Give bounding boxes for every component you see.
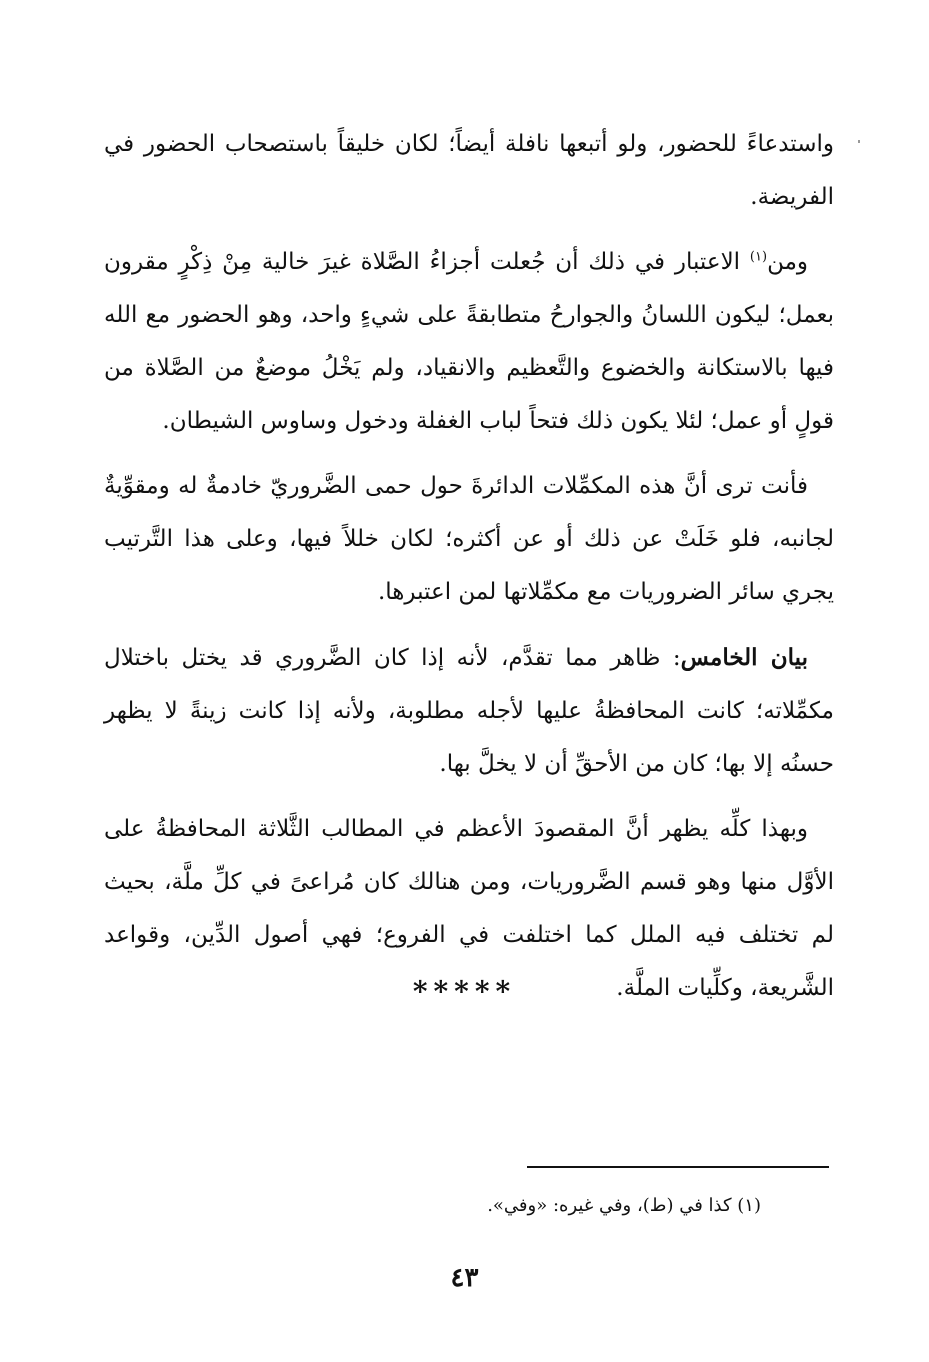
paragraph-3 xyxy=(104,460,834,619)
paragraph-3-text: فأنت ترى أنَّ هذه المكمِّلات الدائرةَ حول حمى الضَّروريّ خادمةٌ له ومقوِّيةٌ لجانبه، فلو خَلَتْ عن ذلك أو عن أكثره؛ لكان خللاً فيها، وعلى هذا التَّرتيب يجري سائر الضروريات مع مكمِّلاتها لمن اعتبرها. xyxy=(104,473,834,605)
paragraph-5-text: وبهذا كلِّه يظهر أنَّ المقصودَ الأعظم في المطالب الثَّلاثة المحافظةُ على الأوَّل منها وهو قسم الضَّروريات، ومن هنالك كان مُراعىً في كلِّ ملَّة، بحيث لم تختلف فيه الملل كما اختلفت في الفروع؛ فهي أصول الدِّين، وقواعد الشَّريعة، وكلِّيات الملَّة. xyxy=(104,816,834,1001)
paragraph-1-text: واستدعاءً للحضور، ولو أتبعها نافلة أيضاً؛ لكان خليقاً باستصحاب الحضور في الفريضة. xyxy=(104,131,834,210)
paragraph-2-text: الاعتبار في ذلك أن جُعلت أجزاءُ الصَّلاة غيرَ خالية مِنْ ذِكْرٍ مقرون بعمل؛ ليكون اللسانُ والجوارحُ متطابقةً على شيءٍ واحد، وهو الحضور مع الله فيها بالاستكانة والخضوع والتَّعظيم والانقياد، ولم يَخْلُ موضعٌ من الصَّلاة من قولٍ أو عمل؛ لئلا يكون ذلك فتحاً لباب الغفلة ودخول وساوس الشيطان. xyxy=(104,249,834,434)
section-separator: ***** xyxy=(412,975,517,1008)
footnote-text: (١) كذا في (ط)، وفي غيره: «وفي». xyxy=(487,1195,761,1216)
footnote-divider xyxy=(527,1166,829,1168)
paragraph-4 xyxy=(104,631,834,791)
paragraph-2-prefix: ومن xyxy=(767,249,808,275)
margin-mark xyxy=(858,140,860,143)
paragraph-2 xyxy=(104,236,834,448)
page-number: ٤٣ xyxy=(450,1263,479,1293)
paragraph-1 xyxy=(104,118,834,224)
section-heading-inline: بيان الخامس xyxy=(680,644,808,671)
paragraph-4-text: : ظاهر مما تقدَّم، لأنه إذا كان الضَّروري قد يختل باختلال مكمِّلاته؛ كانت المحافظةُ عليها لأجله مطلوبة، ولأنه إذا كانت زينةً لا يظهر حسنُه إلا بها؛ كان من الأحقِّ أن لا يخلَّ بها. xyxy=(104,645,834,777)
footnote-reference[interactable]: (١) xyxy=(749,249,768,265)
main-text xyxy=(104,118,834,1027)
